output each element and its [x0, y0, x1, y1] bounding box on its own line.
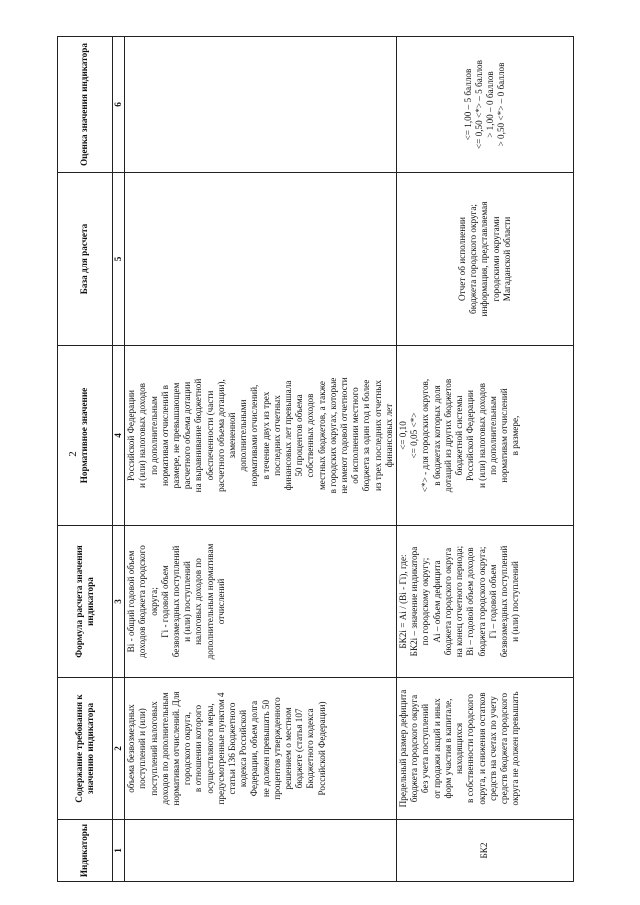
requirement-cell: Предельный размер дефицита бюджета городского округа без учета поступлений от продажи акций и иных форм участия в капитале, находящихся в собственности городского округа, и снижения остатков средств на счетах по учету средств бюджета городского округа не должен превышать [397, 678, 574, 820]
norm-cell: <= 0,10 <= 0,05 <*> <*> - для городских округов, в бюджетах которых доля дотаций из других бюджетов бюджетной системы Российской Федерации и (или) налоговых доходов по дополнительным нормативам отчислений в размере, [397, 346, 574, 526]
header-indicators: Индикаторы [58, 820, 113, 882]
base-cell [125, 173, 397, 346]
formula-cell: Вi - общий годовой объем доходов бюджета городского округа; Гi - годовой объем безвозмездных поступлений и (или) поступлений налоговых доходов по дополнительным нормативам отчислений [125, 526, 397, 678]
table-row [125, 37, 397, 882]
requirement-cell: объема безвозмездных поступлений и (или) поступлений налоговых доходов по дополнительным нормативам отчислений. Для городского округа, в отношении которого осуществляются меры, предусмотренные пунктом 4 статьи 136 Бюджетного кодекса Российской Федерации, объем долга не должен превышать 50 процентов утвержденного решением о местном бюджете (статья 107 Бюджетного кодекса Российской Федерации) [125, 678, 397, 820]
header-score: Оценка значения индикатора [58, 37, 113, 173]
norm-cell: Российской Федерации и (или) налоговых доходов по дополнительным нормативам отчислений в размере, не превышающем расчетного объема дотации на выравнивание бюджетной обеспеченности (части расчетного объема дотации), замененной дополнительными нормативами отчислений, в течение двух из трех последних отчетных финансовых лет превышала 50 процентов объема собственных доходов местных бюджетов, а также в городских округах, которые не имеют годовой отчетности об исполнении местного бюджета за один год и более из трех последних отчетных финансовых лет [125, 346, 397, 526]
indicator-table [57, 36, 574, 882]
header-base: База для расчета [58, 173, 113, 346]
column-number: 2 [113, 678, 125, 820]
column-number-row [113, 37, 125, 882]
table-row [397, 37, 574, 882]
header-norm: Нормативное значение [58, 346, 113, 526]
landscape-page [57, 37, 584, 882]
header-formula: Формула расчета значения индикатора [58, 526, 113, 678]
header-row [58, 37, 113, 882]
column-number: 4 [113, 346, 125, 526]
page-number: 2 [66, 451, 79, 457]
formula-cell: БК2i = Аi / (Вi - Гi), где: БК2i – значение индикатора по городскому округу; Аi – объем дефицита бюджета городского округа на конец отчетного периода; Вi – годовой объем доходов бюджета городского округа; Гi – годовой объем безвозмездных поступлений и (или) поступлений [397, 526, 574, 678]
column-number: 5 [113, 173, 125, 346]
header-requirement: Содержание требования к значению индикатора [58, 678, 113, 820]
indicator-cell [125, 820, 397, 882]
column-number: 1 [113, 820, 125, 882]
column-number: 6 [113, 37, 125, 173]
base-cell: Отчет об исполнении бюджета городского округа; информация, представляемая городскими округами Магаданской области [397, 173, 574, 346]
indicator-cell: БК2 [397, 820, 574, 882]
score-cell: <= 1,00 – 5 баллов <= 0,50 <*> – 5 баллов > 1,00 – 0 баллов > 0,50 <*> – 0 баллов [397, 37, 574, 173]
column-number: 3 [113, 526, 125, 678]
score-cell [125, 37, 397, 173]
